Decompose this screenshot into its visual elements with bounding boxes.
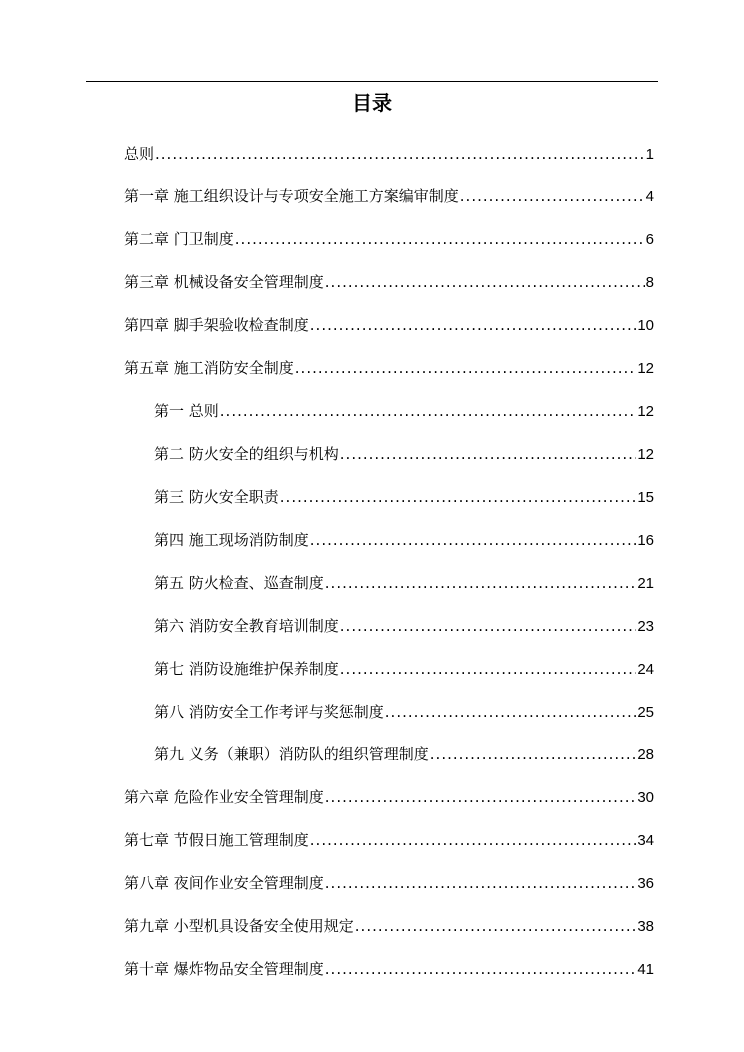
toc-entry-label: 第二 防火安全的组织与机构 [154,445,339,463]
toc-page-number: 8 [645,274,654,291]
toc-entry-label: 第九 义务（兼职）消防队的组织管理制度 [154,745,429,763]
toc-dot-leader [325,786,637,808]
toc-page-number: 28 [637,746,654,763]
toc-entry-chapter-10[interactable] [124,958,654,980]
toc-entry-label: 总则 [124,145,155,163]
toc-page-number: 1 [645,146,654,163]
toc-entry-label: 第六章 危险作业安全管理制度 [124,788,324,806]
toc-dot-leader [325,958,637,980]
toc-entry-label: 第三 防火安全职责 [154,488,279,506]
toc-entry-chapter-6[interactable] [124,786,654,808]
toc-entry-section-6[interactable] [154,615,654,637]
toc-dot-leader [385,701,637,723]
toc-page-number: 36 [637,875,654,892]
toc-entry-label: 第七章 节假日施工管理制度 [124,831,309,849]
toc-entry-label: 第四章 脚手架验收检查制度 [124,316,309,334]
toc-entry-label: 第九章 小型机具设备安全使用规定 [124,917,354,935]
toc-dot-leader [340,658,637,680]
toc-entry-chapter-8[interactable] [124,872,654,894]
toc-page-number: 12 [637,360,654,377]
toc-entry-label: 第五章 施工消防安全制度 [124,359,294,377]
toc-entry-label: 第一 总则 [154,402,219,420]
toc-dot-leader [340,615,637,637]
header-rule [86,81,658,82]
toc-dot-leader [310,314,637,336]
toc-entry-chapter-4[interactable] [124,314,654,336]
toc-entry-chapter-7[interactable] [124,829,654,851]
toc-page-number: 34 [637,832,654,849]
toc-entry-chapter-9[interactable] [124,915,654,937]
toc-entry-label: 第五 防火检查、巡查制度 [154,574,324,592]
toc-page-number: 12 [637,403,654,420]
toc-dot-leader [325,271,645,293]
toc-entry-chapter-3[interactable] [124,271,654,293]
toc-entry-label: 第四 施工现场消防制度 [154,531,309,549]
toc-dot-leader [220,400,637,422]
toc-dot-leader [155,143,645,165]
toc-entry-label: 第三章 机械设备安全管理制度 [124,273,324,291]
toc-entry-section-4[interactable] [154,529,654,551]
toc-dot-leader [460,185,645,207]
toc-page-number: 15 [637,489,654,506]
toc-page-number: 6 [645,231,654,248]
toc-page-number: 10 [637,317,654,334]
toc-entry-label: 第一章 施工组织设计与专项安全施工方案编审制度 [124,187,459,205]
toc-page-number: 16 [637,532,654,549]
toc-page-number: 21 [637,575,654,592]
toc-dot-leader [355,915,637,937]
toc-entry-section-7[interactable] [154,658,654,680]
toc-page-number: 12 [637,446,654,463]
toc-page-number: 24 [637,661,654,678]
toc-page-number: 38 [637,918,654,935]
toc-page-number: 4 [645,188,654,205]
toc-entry-general[interactable] [124,143,654,165]
page-title: 目录 [352,91,392,115]
toc-dot-leader [340,443,637,465]
toc-dot-leader [310,829,637,851]
toc-entry-chapter-5[interactable] [124,357,654,379]
toc-entry-label: 第八 消防安全工作考评与奖惩制度 [154,703,384,721]
toc-entry-section-5[interactable] [154,572,654,594]
toc-dot-leader [325,572,637,594]
toc-dot-leader [295,357,637,379]
toc-entry-label: 第二章 门卫制度 [124,230,234,248]
toc-dot-leader [430,743,637,765]
toc-entry-label: 第七 消防设施维护保养制度 [154,660,339,678]
toc-page-number: 41 [637,961,654,978]
toc-entry-section-9[interactable] [154,743,654,765]
toc-entry-chapter-1[interactable] [124,185,654,207]
toc-entry-section-3[interactable] [154,486,654,508]
toc-entry-section-8[interactable] [154,701,654,723]
toc-entry-label: 第八章 夜间作业安全管理制度 [124,874,324,892]
toc-page-number: 30 [637,789,654,806]
toc-dot-leader [310,529,637,551]
toc-entry-section-2[interactable] [154,443,654,465]
toc-dot-leader [325,872,637,894]
toc-dot-leader [280,486,637,508]
toc-entry-chapter-2[interactable] [124,228,654,250]
toc-entry-label: 第六 消防安全教育培训制度 [154,617,339,635]
toc-page-number: 23 [637,618,654,635]
toc-entry-section-1[interactable] [154,400,654,422]
toc-entry-label: 第十章 爆炸物品安全管理制度 [124,960,324,978]
toc-page-number: 25 [637,704,654,721]
toc-dot-leader [235,228,645,250]
